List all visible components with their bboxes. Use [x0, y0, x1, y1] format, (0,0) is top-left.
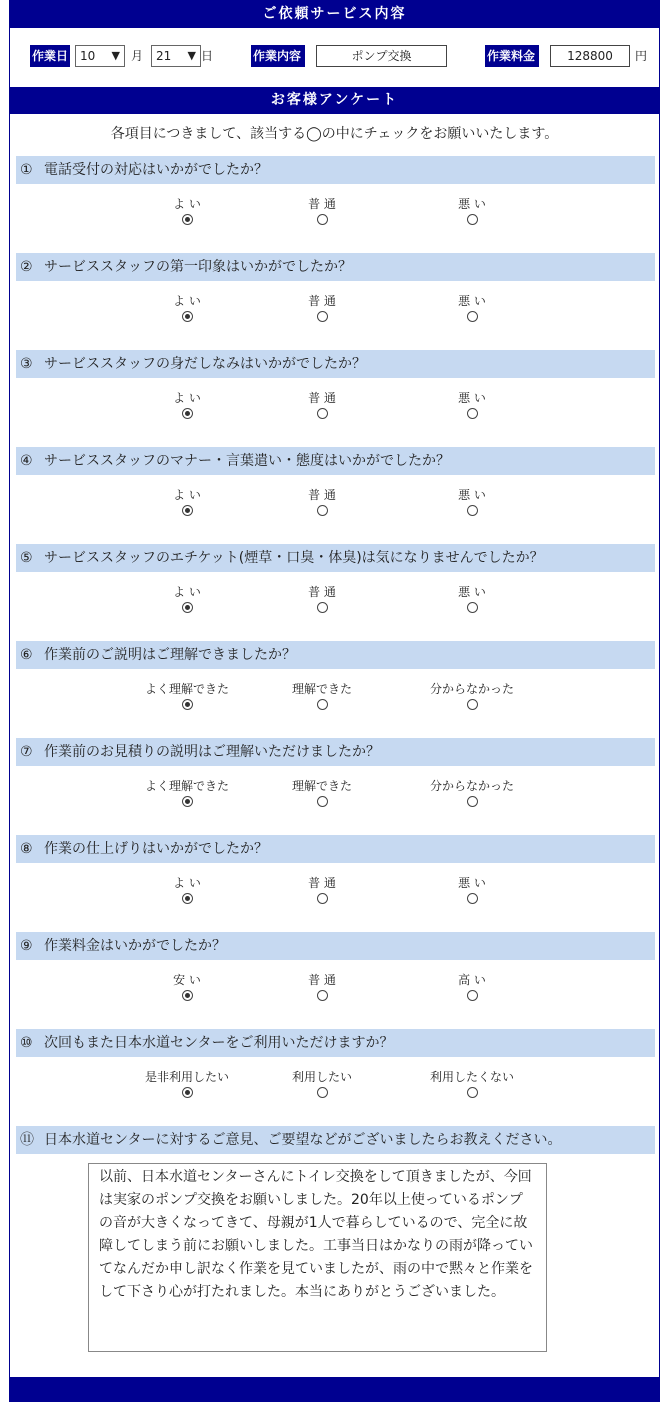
option-label: 普 通 [308, 585, 336, 599]
radio-button[interactable] [467, 505, 478, 516]
question-number: ⑤ [20, 550, 33, 566]
option-label: 分からなかった [429, 682, 514, 696]
option-label: よ い [173, 294, 201, 308]
radio-button[interactable] [467, 602, 478, 613]
question-6-option-1[interactable] [132, 681, 242, 713]
survey-section-header: お客様アンケート [9, 87, 660, 114]
work-date-label: 作業日 [30, 45, 70, 67]
question-8-option-2[interactable] [267, 875, 377, 907]
radio-button[interactable] [317, 505, 328, 516]
question-2-option-2[interactable] [267, 293, 377, 325]
radio-button[interactable] [467, 893, 478, 904]
question-3-option-1[interactable] [132, 390, 242, 422]
question-11-header [16, 1126, 655, 1154]
question-4-option-1[interactable] [132, 487, 242, 519]
option-label: 利用したくない [429, 1070, 514, 1084]
radio-button[interactable] [182, 602, 193, 613]
question-number: ⑥ [20, 647, 33, 663]
question-9-header [16, 932, 655, 960]
radio-button[interactable] [467, 796, 478, 807]
question-number: ② [20, 259, 33, 275]
question-7-header [16, 738, 655, 766]
question-5-header [16, 544, 655, 572]
question-text: 日本水道センターに対するご意見、ご要望などがございましたらお教えください。 [44, 1132, 562, 1148]
radio-button[interactable] [317, 311, 328, 322]
question-number: ④ [20, 453, 33, 469]
question-text: サービススタッフのエチケット(煙草・口臭・体臭)は気になりませんでしたか？ [44, 550, 544, 566]
work-fee-field[interactable]: 128800 [550, 45, 630, 67]
radio-button[interactable] [467, 311, 478, 322]
question-4-option-3[interactable] [417, 487, 527, 519]
option-label: 普 通 [308, 197, 336, 211]
option-label: よ い [173, 585, 201, 599]
chevron-down-icon: ▼ [111, 49, 120, 62]
question-5-option-3[interactable] [417, 584, 527, 616]
radio-button[interactable] [467, 1087, 478, 1098]
question-text: サービススタッフの第一印象はいかがでしたか？ [44, 259, 352, 275]
option-label: 利用したい [291, 1070, 352, 1084]
option-label: 悪 い [458, 294, 486, 308]
question-text: 作業前のお見積りの説明はご理解いただけましたか？ [44, 744, 380, 760]
option-label: 悪 い [458, 391, 486, 405]
chevron-down-icon: ▼ [187, 49, 196, 62]
option-label: 分からなかった [429, 779, 514, 793]
question-10-option-2[interactable] [267, 1069, 377, 1101]
question-4-option-2[interactable] [267, 487, 377, 519]
fee-unit: 円 [635, 49, 648, 63]
question-2-option-1[interactable] [132, 293, 242, 325]
month-select[interactable] [75, 45, 125, 67]
question-2-option-3[interactable] [417, 293, 527, 325]
option-label: 是非利用したい [144, 1070, 229, 1084]
question-text: 作業の仕上げりはいかがでしたか？ [44, 841, 268, 857]
question-text: サービススタッフの身だしなみはいかがでしたか？ [44, 356, 366, 372]
question-9-option-3[interactable] [417, 972, 527, 1004]
survey-instructions: 各項目につきまして、該当する◯の中にチェックをお願いいたします。 [110, 126, 559, 142]
question-number: ⑩ [20, 1035, 33, 1051]
option-label: よ い [173, 488, 201, 502]
option-label: 普 通 [308, 294, 336, 308]
radio-button[interactable] [182, 408, 193, 419]
question-3-option-3[interactable] [417, 390, 527, 422]
work-fee-label: 作業料金 [485, 45, 539, 67]
option-label: 悪 い [458, 585, 486, 599]
option-label: 普 通 [308, 391, 336, 405]
question-text: 次回もまた日本水道センターをご利用いただけますか？ [44, 1035, 394, 1051]
question-1-option-3[interactable] [417, 196, 527, 228]
option-label: 普 通 [308, 488, 336, 502]
question-1-option-1[interactable] [132, 196, 242, 228]
question-number: ⑪ [20, 1132, 34, 1148]
work-content-label: 作業内容 [251, 45, 305, 67]
question-7-option-2[interactable] [267, 778, 377, 810]
question-10-header [16, 1029, 655, 1057]
radio-button[interactable] [467, 990, 478, 1001]
question-number: ⑧ [20, 841, 33, 857]
radio-button[interactable] [317, 990, 328, 1001]
radio-button[interactable] [182, 990, 193, 1001]
option-label: よ い [173, 391, 201, 405]
question-2-header [16, 253, 655, 281]
day-select[interactable] [151, 45, 201, 67]
day-value: 21 [156, 49, 172, 63]
question-6-header [16, 641, 655, 669]
question-3-option-2[interactable] [267, 390, 377, 422]
question-8-option-3[interactable] [417, 875, 527, 907]
service-section-header: ご依頼サービス内容 [9, 0, 660, 28]
radio-button[interactable] [317, 893, 328, 904]
radio-button[interactable] [467, 214, 478, 225]
question-1-header [16, 156, 655, 184]
radio-button[interactable] [317, 602, 328, 613]
radio-button[interactable] [182, 214, 193, 225]
month-value: 10 [80, 49, 96, 63]
question-10-option-1[interactable] [132, 1069, 242, 1101]
option-label: 高 い [458, 973, 486, 987]
option-label: よく理解できた [144, 779, 229, 793]
radio-button[interactable] [317, 408, 328, 419]
question-number: ⑦ [20, 744, 33, 760]
radio-button[interactable] [317, 1087, 328, 1098]
option-label: 悪 い [458, 488, 486, 502]
question-6-option-3[interactable] [417, 681, 527, 713]
option-label: 普 通 [308, 973, 336, 987]
order-details-row [30, 45, 650, 71]
option-label: 安 い [173, 973, 201, 987]
question-9-option-2[interactable] [267, 972, 377, 1004]
question-9-option-1[interactable] [132, 972, 242, 1004]
question-1-option-2[interactable] [267, 196, 377, 228]
radio-button[interactable] [182, 311, 193, 322]
question-8-header [16, 835, 655, 863]
question-7-option-1[interactable] [132, 778, 242, 810]
question-8-option-1[interactable] [132, 875, 242, 907]
option-label: よく理解できた [144, 682, 229, 696]
radio-button[interactable] [317, 699, 328, 710]
radio-button[interactable] [317, 796, 328, 807]
option-label: よ い [173, 876, 201, 890]
radio-button[interactable] [182, 505, 193, 516]
radio-button[interactable] [182, 893, 193, 904]
question-text: 作業料金はいかがでしたか？ [44, 938, 226, 954]
option-label: 悪 い [458, 197, 486, 211]
question-6-option-2[interactable] [267, 681, 377, 713]
radio-button[interactable] [467, 408, 478, 419]
footer-bar [9, 1377, 660, 1402]
radio-button[interactable] [182, 699, 193, 710]
work-content-field[interactable]: ポンプ交換 [316, 45, 447, 67]
question-text: 作業前のご説明はご理解できましたか？ [44, 647, 296, 663]
comment-textarea[interactable]: 以前、日本水道センターさんにトイレ交換をして頂きましたが、今回は実家のポンプ交換をお願いしました。20年以上使っているポンプの音が大きくなってきて、母親が1人で暮らしているので、完全に故障してしまう前にお願いしました。工事当日はかなりの雨が降っていてなんだか申し訳なく作業を見ていましたが、雨の中で黙々と作業をして下さり心が打たれました。本当にありがとうございました。 [88, 1163, 547, 1352]
question-text: サービススタッフのマナー・言葉遣い・態度はいかがでしたか？ [44, 453, 450, 469]
option-label: 理解できた [291, 682, 352, 696]
question-text: 電話受付の対応はいかがでしたか？ [44, 162, 268, 178]
radio-button[interactable] [467, 699, 478, 710]
question-7-option-3[interactable] [417, 778, 527, 810]
month-unit: 月 [131, 49, 144, 63]
question-5-option-1[interactable] [132, 584, 242, 616]
option-label: よ い [173, 197, 201, 211]
question-number: ③ [20, 356, 33, 372]
day-unit: 日 [201, 49, 214, 63]
question-3-header [16, 350, 655, 378]
radio-button[interactable] [317, 214, 328, 225]
question-number: ⑨ [20, 938, 33, 954]
option-label: 悪 い [458, 876, 486, 890]
radio-button[interactable] [182, 796, 193, 807]
question-10-option-3[interactable] [417, 1069, 527, 1101]
option-label: 理解できた [291, 779, 352, 793]
question-5-option-2[interactable] [267, 584, 377, 616]
radio-button[interactable] [182, 1087, 193, 1098]
question-4-header [16, 447, 655, 475]
question-number: ① [20, 162, 33, 178]
option-label: 普 通 [308, 876, 336, 890]
